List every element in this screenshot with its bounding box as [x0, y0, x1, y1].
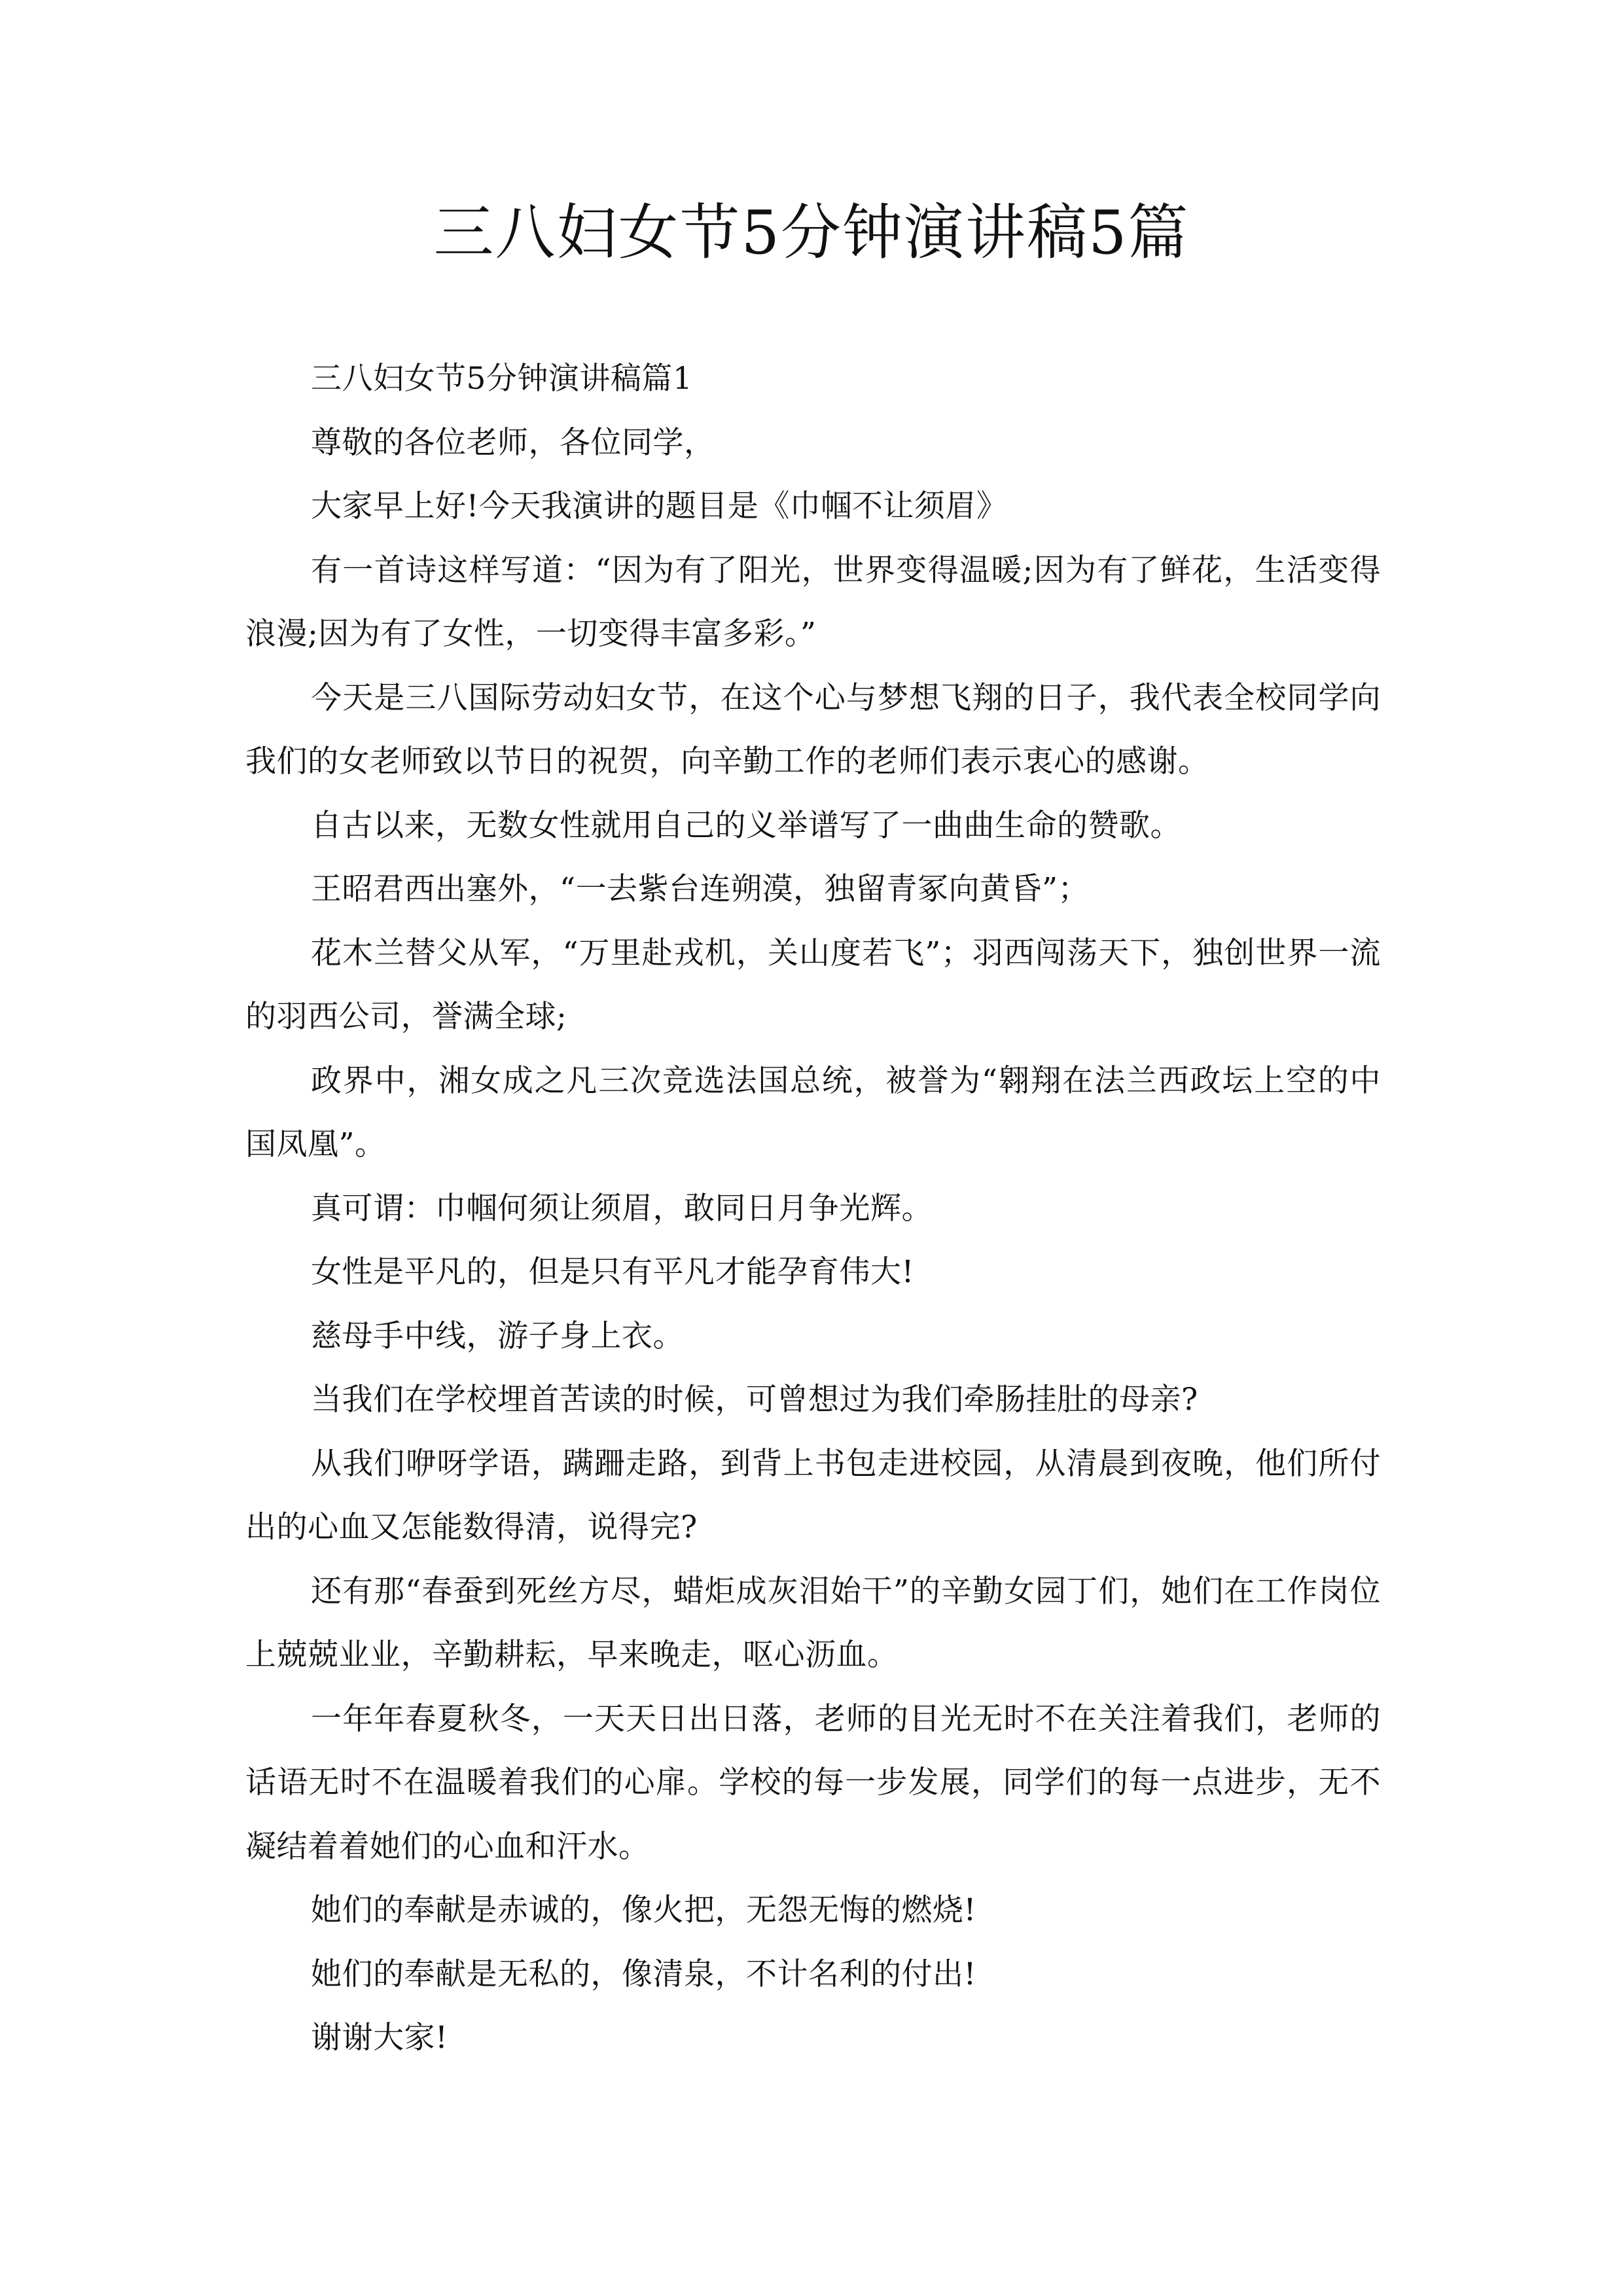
paragraph: 女性是平凡的，但是只有平凡才能孕育伟大!: [311, 1254, 914, 1290]
paragraph: 花木兰替父从军，“万里赴戎机，关山度若飞”；羽西闯荡天下，独创世界一流的羽西公司，誉满全球;: [245, 935, 1381, 1035]
paragraph: 当我们在学校埋首苦读的时候，可曾想过为我们牵肠挂肚的母亲?: [311, 1382, 1198, 1418]
paragraph: 今天是三八国际劳动妇女节，在这个心与梦想飞翔的日子，我代表全校同学向我们的女老师致以节日的祝贺，向辛勤工作的老师们表示衷心的感谢。: [245, 679, 1381, 780]
closing-line: 谢谢大家!: [311, 2020, 448, 2056]
document-body: [245, 347, 1381, 2070]
document-title: 三八妇女节5分钟演讲稿5篇: [433, 198, 1190, 268]
paragraph: 尊敬的各位老师，各位同学，: [311, 424, 715, 461]
paragraph: 她们的奉献是赤诚的，像火把，无怨无悔的燃烧!: [311, 1892, 976, 1928]
paragraph: 真可谓：巾帼何须让须眉，敢同日月争光辉。: [311, 1190, 933, 1227]
paragraph: 大家早上好!今天我演讲的题目是《巾帼不让须眉》: [311, 488, 1008, 524]
paragraph: 自古以来，无数女性就用自己的义举谱写了一曲曲生命的赞歌。: [311, 807, 1181, 844]
paragraph: 政界中，湘女成之凡三次竞选法国总统，被誉为“翱翔在法兰西政坛上空的中国凤凰”。: [245, 1062, 1381, 1162]
paragraph: 有一首诗这样写道：“因为有了阳光，世界变得温暖;因为有了鲜花，生活变得浪漫;因为有了女性，一切变得丰富多彩。”: [245, 552, 1381, 652]
paragraph: 慈母手中线，游子身上衣。: [311, 1318, 684, 1354]
paragraph: 她们的奉献是无私的，像清泉，不计名利的付出!: [311, 1956, 976, 1992]
paragraph: 从我们咿呀学语，蹒跚走路，到背上书包走进校园，从清晨到夜晚，他们所付出的心血又怎能数得清，说得完?: [245, 1445, 1381, 1545]
paragraph: 一年年春夏秋冬，一天天日出日落，老师的目光无时不在关注着我们，老师的话语无时不在温暖着我们的心扉。学校的每一步发展，同学们的每一点进步，无不凝结着着她们的心血和汗水。: [245, 1700, 1381, 1865]
paragraph: 王昭君西出塞外，“一去紫台连朔漠，独留青冢向黄昏”；: [311, 871, 1090, 907]
paragraph: 还有那“春蚕到死丝方尽，蜡炬成灰泪始干”的辛勤女园丁们，她们在工作岗位上兢兢业业，辛勤耕耘，早来晚走，呕心沥血。: [245, 1573, 1381, 1673]
section-heading: 三八妇女节5分钟演讲稿篇1: [311, 361, 693, 397]
